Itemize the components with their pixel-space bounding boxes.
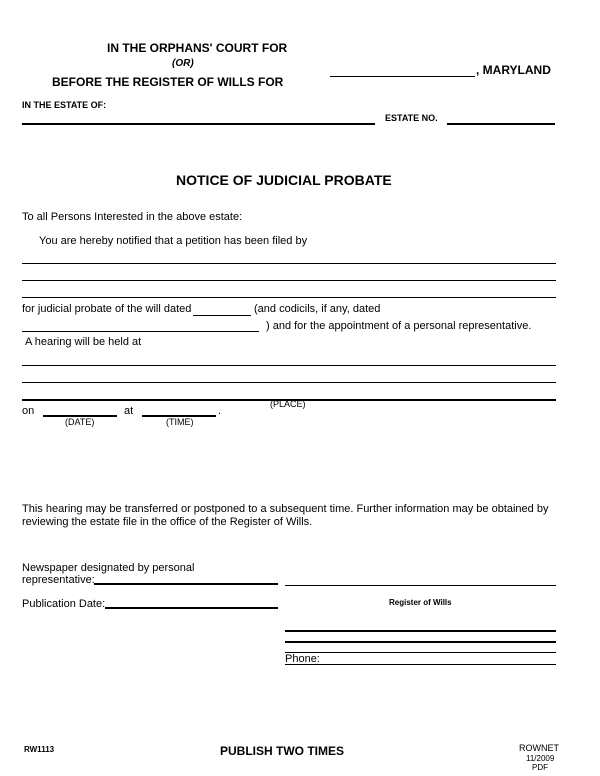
codicils-text: (and codicils, if any, dated (254, 303, 381, 315)
estate-name-field-line[interactable] (22, 123, 375, 125)
page-title: NOTICE OF JUDICIAL PROBATE (176, 172, 392, 188)
phone-label: Phone: (285, 653, 320, 665)
publication-date-field-line[interactable] (105, 607, 278, 609)
place-caption: (PLACE) (270, 399, 306, 409)
place-line-2[interactable] (22, 382, 556, 383)
pdf-label: PDF (532, 763, 548, 772)
phone-field-line[interactable] (285, 664, 556, 665)
will-date-field-line[interactable] (193, 315, 251, 316)
address-line-3[interactable] (285, 652, 556, 653)
form-number: RW1113 (24, 745, 55, 754)
estate-of-label: IN THE ESTATE OF: (22, 100, 107, 110)
court-line-2: BEFORE THE REGISTER OF WILLS FOR (52, 75, 284, 89)
petitioner-line-3[interactable] (22, 297, 556, 298)
on-label: on (22, 405, 35, 417)
newspaper-label-1: Newspaper designated by personal (22, 562, 195, 574)
signature-line[interactable] (285, 585, 556, 586)
place-line-1[interactable] (22, 365, 556, 366)
period: . (218, 405, 222, 417)
revision-date: 11/2009 (526, 754, 555, 763)
will-dated-text: for judicial probate of the will dated (22, 303, 192, 315)
register-of-wills-label: Register of Wills (389, 598, 452, 607)
publish-two-times: PUBLISH TWO TIMES (220, 744, 344, 758)
to-all-persons-text: To all Persons Interested in the above estate: (22, 211, 243, 223)
appointment-text: ) and for the appointment of a personal representative. (266, 320, 532, 332)
estate-no-field-line[interactable] (447, 123, 555, 125)
court-line-1: IN THE ORPHANS' COURT FOR (107, 41, 288, 55)
at-label: at (124, 405, 134, 417)
hearing-text: A hearing will be held at (25, 336, 142, 348)
codicil-date-field-line[interactable] (22, 331, 259, 332)
rownet-label: ROWNET (519, 743, 559, 753)
time-caption: (TIME) (166, 417, 194, 427)
date-caption: (DATE) (65, 417, 95, 427)
notified-text: You are hereby notified that a petition has been filed by (39, 235, 308, 247)
estate-no-label: ESTATE NO. (385, 113, 438, 123)
transfer-text-1: This hearing may be transferred or postponed to a subsequent time. Further information may be obtained by (22, 503, 549, 515)
petitioner-line-1[interactable] (22, 263, 556, 264)
county-field-line[interactable] (330, 76, 475, 77)
or-label: (OR) (172, 58, 194, 69)
address-line-1[interactable] (285, 630, 556, 632)
maryland-label: , MARYLAND (476, 63, 551, 77)
newspaper-label-2: representative: (22, 574, 95, 586)
petitioner-line-2[interactable] (22, 280, 556, 281)
publication-date-label: Publication Date: (22, 598, 106, 610)
newspaper-field-line[interactable] (94, 583, 278, 585)
transfer-text-2: reviewing the estate file in the office of the Register of Wills. (22, 516, 313, 528)
address-line-2[interactable] (285, 641, 556, 643)
